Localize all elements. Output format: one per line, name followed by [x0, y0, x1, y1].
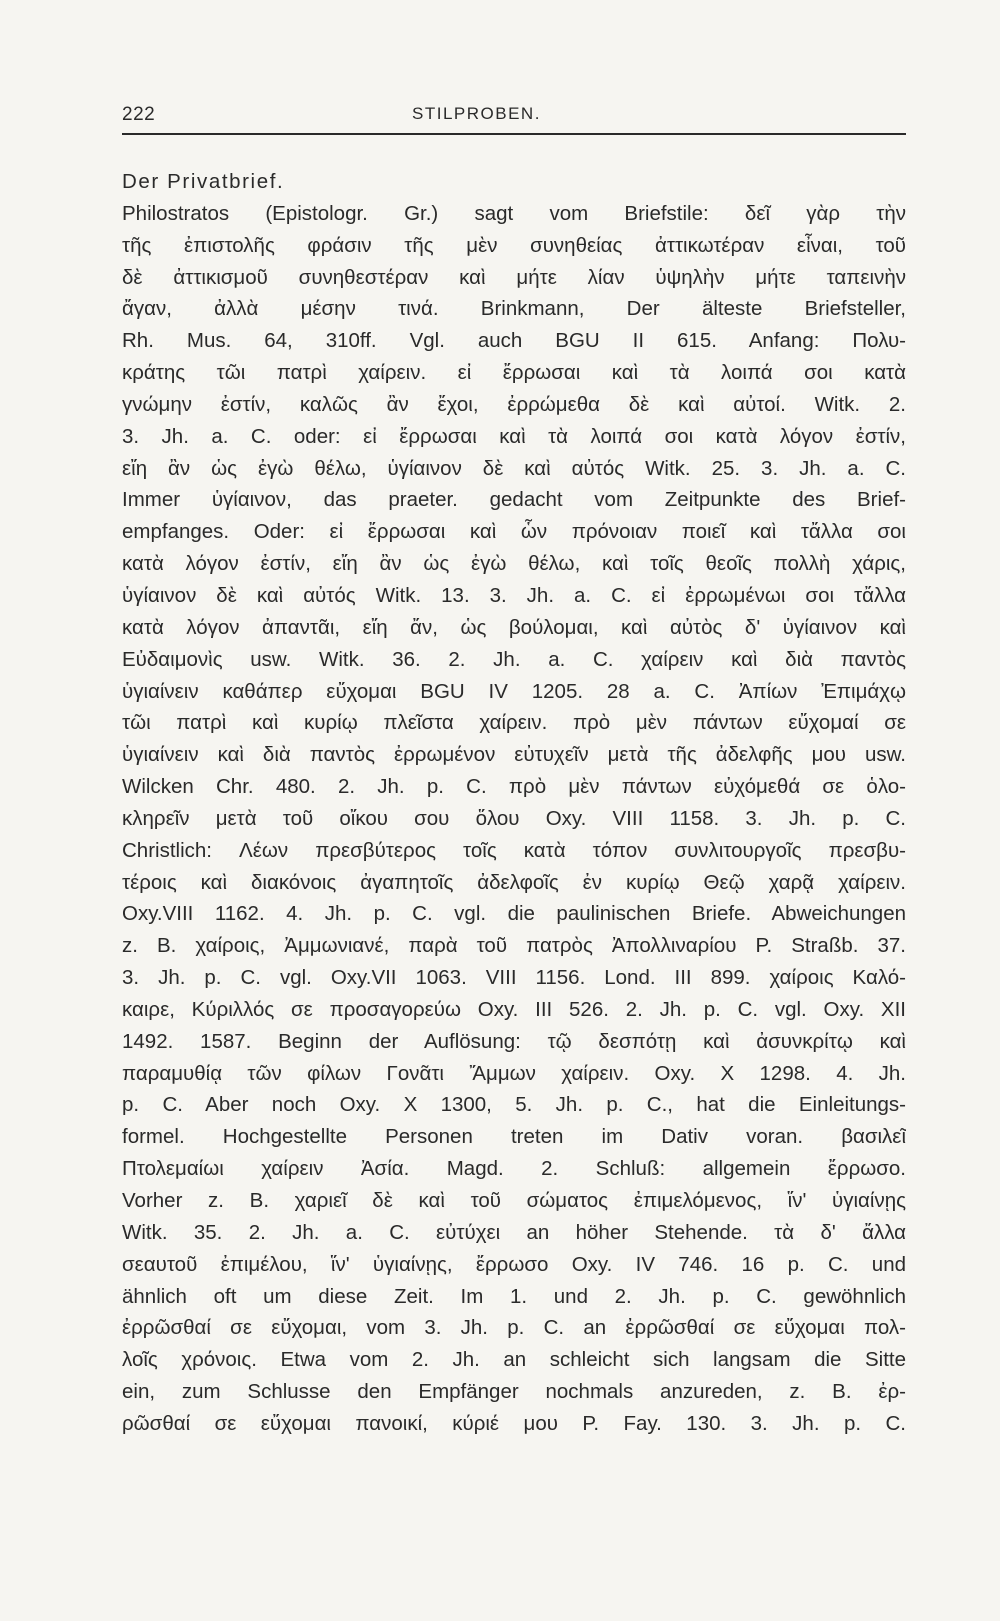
- text-line: τῆς ἐπιστολῆς φράσιν τῆς μὲν συνηθείας ἀττικωτέραν εἶναι, τοῦ: [122, 233, 906, 257]
- text-line: Εὐδαιμονὶς usw. Witk. 36. 2. Jh. a. C. χαίρειν καὶ διὰ παντὸς: [122, 647, 906, 671]
- text-line: ἄγαν, ἀλλὰ μέσην τινά. Brinkmann, Der älteste Briefsteller,: [122, 297, 906, 321]
- text-line: γνώμην ἐστίν, καλῶς ἂν ἔχοι, ἐρρώμεθα δὲ καὶ αὐτοί. Witk. 2.: [122, 392, 906, 416]
- text-line: 3. Jh. p. C. vgl. Oxy.VII 1063. VIII 1156. Lond. III 899. χαίροις Καλό-: [122, 966, 906, 990]
- text-line: ein, zum Schlusse den Empfänger nochmals anzureden, z. B. ἐρ-: [122, 1380, 906, 1404]
- text-line: formel. Hochgestellte Personen treten im Dativ voran. βασιλεῖ: [122, 1125, 906, 1149]
- text-line: Witk. 35. 2. Jh. a. C. εὐτύχει an höher Stehende. τὰ δ' ἄλλα: [122, 1220, 906, 1244]
- text-line: empfanges. Oder: εἰ ἔρρωσαι καὶ ὧν πρόνοιαν ποιεῖ καὶ τἄλλα σοι: [122, 520, 906, 544]
- text-line: ἐρρῶσθαί σε εὔχομαι, vom 3. Jh. p. C. an ἐρρῶσθαί σε εὔχομαι πολ-: [122, 1316, 906, 1340]
- text-line: κατὰ λόγον ἐστίν, εἴη ἂν ὡς ἐγὼ θέλω, καὶ τοῖς θεοῖς πολλὴ χάρις,: [122, 552, 906, 576]
- text-line: παραμυθίᾳ τῶν φίλων Γονᾶτι Ἄμμων χαίρειν. Oxy. X 1298. 4. Jh.: [122, 1061, 906, 1085]
- text-line: ρῶσθαί σε εὔχομαι πανοικί, κύριέ μου P. Fay. 130. 3. Jh. p. C.: [122, 1411, 906, 1435]
- text-line: σεαυτοῦ ἐπιμέλου, ἵν' ὑγιαίνῃς, ἔρρωσο Oxy. IV 746. 16 p. C. und: [122, 1252, 906, 1276]
- text-line: Philostratos (Epistologr. Gr.) sagt vom Briefstile: δεῖ γὰρ τὴν: [122, 201, 906, 225]
- text-line: Immer ὑγίαινον, das praeter. gedacht vom Zeitpunkte des Brief-: [122, 488, 906, 512]
- text-line: z. B. χαίροις, Ἀμμωνιανέ, παρὰ τοῦ πατρὸς Ἀπολλιναρίου P. Straßb. 37.: [122, 934, 906, 958]
- text-line: κατὰ λόγον ἀπαντᾶι, εἴη ἄν, ὡς βούλομαι, καὶ αὐτὸς δ' ὑγίαινον καὶ: [122, 615, 906, 639]
- text-line: 3. Jh. a. C. oder: εἰ ἔρρωσαι καὶ τὰ λοιπά σοι κατὰ λόγον ἐστίν,: [122, 424, 906, 448]
- text-line: Christlich: Λέων πρεσβύτερος τοῖς κατὰ τόπον συνλιτουργοῖς πρεσβυ-: [122, 838, 906, 862]
- text-line: κληρεῖν μετὰ τοῦ οἴκου σου ὅλου Oxy. VIII 1158. 3. Jh. p. C.: [122, 806, 906, 830]
- text-line: Rh. Mus. 64, 310ff. Vgl. auch BGU II 615. Anfang: Πολυ-: [122, 329, 906, 353]
- header-rule: [122, 133, 906, 135]
- body-text: [122, 166, 906, 1440]
- running-head: STILPROBEN.: [412, 104, 541, 123]
- page-number: 222: [122, 104, 156, 125]
- text-line: Πτολεμαίωι χαίρειν Ἀσία. Magd. 2. Schluß: allgemein ἔρρωσο.: [122, 1157, 906, 1181]
- text-line: p. C. Aber noch Oxy. X 1300, 5. Jh. p. C., hat die Einleitungs-: [122, 1093, 906, 1117]
- text-line: τέροις καὶ διακόνοις ἀγαπητοῖς ἀδελφοῖς ἐν κυρίῳ Θεῷ χαρᾷ χαίρειν.: [122, 870, 906, 894]
- text-line: δὲ ἀττικισμοῦ συνηθεστέραν καὶ μήτε λίαν ὑψηλὴν μήτε ταπεινὴν: [122, 265, 906, 289]
- text-line: Vorher z. B. χαριεῖ δὲ καὶ τοῦ σώματος ἐπιμελόμενος, ἵν' ὑγιαίνῃς: [122, 1189, 906, 1212]
- text-line: ὑγίαινον δὲ καὶ αὐτός Witk. 13. 3. Jh. a. C. εἰ ἐρρωμένωι σοι τἄλλα: [122, 583, 906, 607]
- text-line: καιρε, Κύριλλός σε προσαγορεύω Oxy. III 526. 2. Jh. p. C. vgl. Oxy. XII: [122, 997, 906, 1021]
- text-line: 1492. 1587. Beginn der Auflösung: τῷ δεσπότῃ καὶ ἀσυνκρίτῳ καὶ: [122, 1029, 906, 1053]
- page-header: [122, 104, 906, 134]
- text-line: ὑγιαίνειν καθάπερ εὔχομαι BGU IV 1205. 28 a. C. Ἀπίων Ἐπιμάχῳ: [122, 679, 906, 703]
- text-line: τῶι πατρὶ καὶ κυρίῳ πλεῖστα χαίρειν. πρὸ μὲν πάντων εὔχομαί σε: [122, 711, 906, 735]
- text-line: κράτης τῶι πατρὶ χαίρειν. εἰ ἔρρωσαι καὶ τὰ λοιπά σοι κατὰ: [122, 361, 906, 385]
- section-title: Der Privatbrief.: [122, 170, 285, 193]
- text-line: εἴη ἂν ὡς ἐγὼ θέλω, ὑγίαινον δὲ καὶ αὐτός Witk. 25. 3. Jh. a. C.: [122, 456, 906, 480]
- text-line: ähnlich oft um diese Zeit. Im 1. und 2. Jh. p. C. gewöhnlich: [122, 1284, 906, 1308]
- text-line: λοῖς χρόνοις. Etwa vom 2. Jh. an schleicht sich langsam die Sitte: [122, 1348, 906, 1372]
- text-line: Oxy.VIII 1162. 4. Jh. p. C. vgl. die paulinischen Briefe. Abweichungen: [122, 902, 906, 926]
- text-line: ὑγιαίνειν καὶ διὰ παντὸς ἐρρωμένον εὐτυχεῖν μετὰ τῆς ἀδελφῆς μου usw.: [122, 743, 906, 767]
- text-line: Wilcken Chr. 480. 2. Jh. p. C. πρὸ μὲν πάντων εὐχόμεθά σε ὁλο-: [122, 775, 906, 799]
